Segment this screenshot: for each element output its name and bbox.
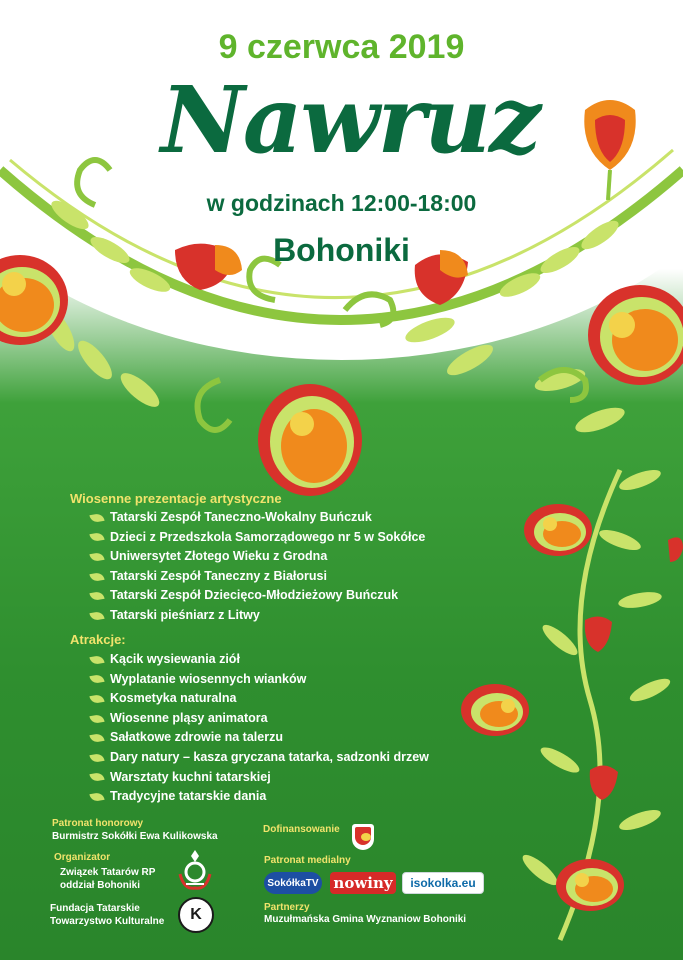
media-patron-label: Patronat medialny <box>264 855 351 866</box>
list-item: Tatarski Zespół Dziecięco-Młodzieżowy Buńczuk <box>90 586 425 606</box>
leaf-bullet-icon <box>89 772 104 782</box>
foundation-logo-icon: K <box>178 897 214 933</box>
isokolka-logo: isokolka.eu <box>402 872 484 894</box>
partners: Muzułmańska Gmina Wyznaniow Bohoniki <box>264 914 467 925</box>
list-item: Uniwersytet Złotego Wieku z Grodna <box>90 547 425 567</box>
list-item: Wyplatanie wiosennych wianków <box>90 670 429 690</box>
list-item: Warsztaty kuchni tatarskiej <box>90 768 429 788</box>
presentations-list <box>90 508 425 626</box>
leaf-bullet-icon <box>89 753 104 763</box>
event-date: 9 czerwca 2019 <box>218 28 465 66</box>
presentations-heading: Wiosenne prezentacje artystyczne <box>70 491 282 506</box>
flower-vine-1 <box>524 504 592 556</box>
leaf-bullet-icon <box>89 733 104 743</box>
list-item: Tatarski pieśniarz z Litwy <box>90 606 425 626</box>
list-item: Kącik wysiewania ziół <box>90 650 429 670</box>
coat-of-arms-icon <box>352 824 374 850</box>
leaf-bullet-icon <box>89 591 104 601</box>
flower-vine-2 <box>461 684 529 736</box>
event-hours: w godzinach 12:00-18:00 <box>206 190 477 216</box>
leaf-bullet-icon <box>89 655 104 665</box>
list-item: Tatarski Zespół Taneczno-Wokalny Buńczuk <box>90 508 425 528</box>
list-item: Kosmetyka naturalna <box>90 689 429 709</box>
attractions-heading: Atrakcje: <box>70 632 126 647</box>
leaf-bullet-icon <box>89 674 104 684</box>
flower-center <box>258 384 362 496</box>
event-place: Bohoniki <box>273 232 410 268</box>
list-item: Tradycyjne tatarskie dania <box>90 787 429 807</box>
flower-vine-3 <box>556 859 624 911</box>
leaf-bullet-icon <box>89 713 104 723</box>
partners-label: Partnerzy <box>264 902 310 913</box>
tatar-union-logo-icon <box>176 848 214 892</box>
leaf-bullet-icon <box>89 513 104 523</box>
honorary-patron-label: Patronat honorowy <box>52 818 144 829</box>
sokolka-tv-logo: SokółkaTV <box>264 872 322 894</box>
flower-right-edge <box>588 285 683 385</box>
attractions-list <box>90 650 429 807</box>
list-item: Wiosenne pląsy animatora <box>90 709 429 729</box>
leaf-bullet-icon <box>89 532 104 542</box>
leaf-bullet-icon <box>89 792 104 802</box>
leaf-bullet-icon <box>89 694 104 704</box>
leaf-bullet-icon <box>89 571 104 581</box>
leaf-bullet-icon <box>89 552 104 562</box>
list-item: Sałatkowe zdrowie na talerzu <box>90 728 429 748</box>
organizer-label: Organizator <box>54 852 111 863</box>
organizer: Związek Tatarów RP oddział Bohoniki <box>60 867 156 891</box>
leaf-bullet-icon <box>89 611 104 621</box>
list-item: Tatarski Zespół Taneczny z Białorusi <box>90 567 425 587</box>
funding-label: Dofinansowanie <box>263 824 340 835</box>
nowiny-logo: nowiny <box>330 872 396 894</box>
list-item: Dzieci z Przedszkola Samorządowego nr 5 w Sokółce <box>90 528 425 548</box>
honorary-patron: Burmistrz Sokółki Ewa Kulikowska <box>52 831 218 842</box>
foundation: Fundacja Tatarskie Towarzystwo Kulturalne <box>50 903 165 927</box>
event-title: Nawruz <box>160 66 540 174</box>
list-item: Dary natury – kasza gryczana tatarka, sadzonki drzew <box>90 748 429 768</box>
